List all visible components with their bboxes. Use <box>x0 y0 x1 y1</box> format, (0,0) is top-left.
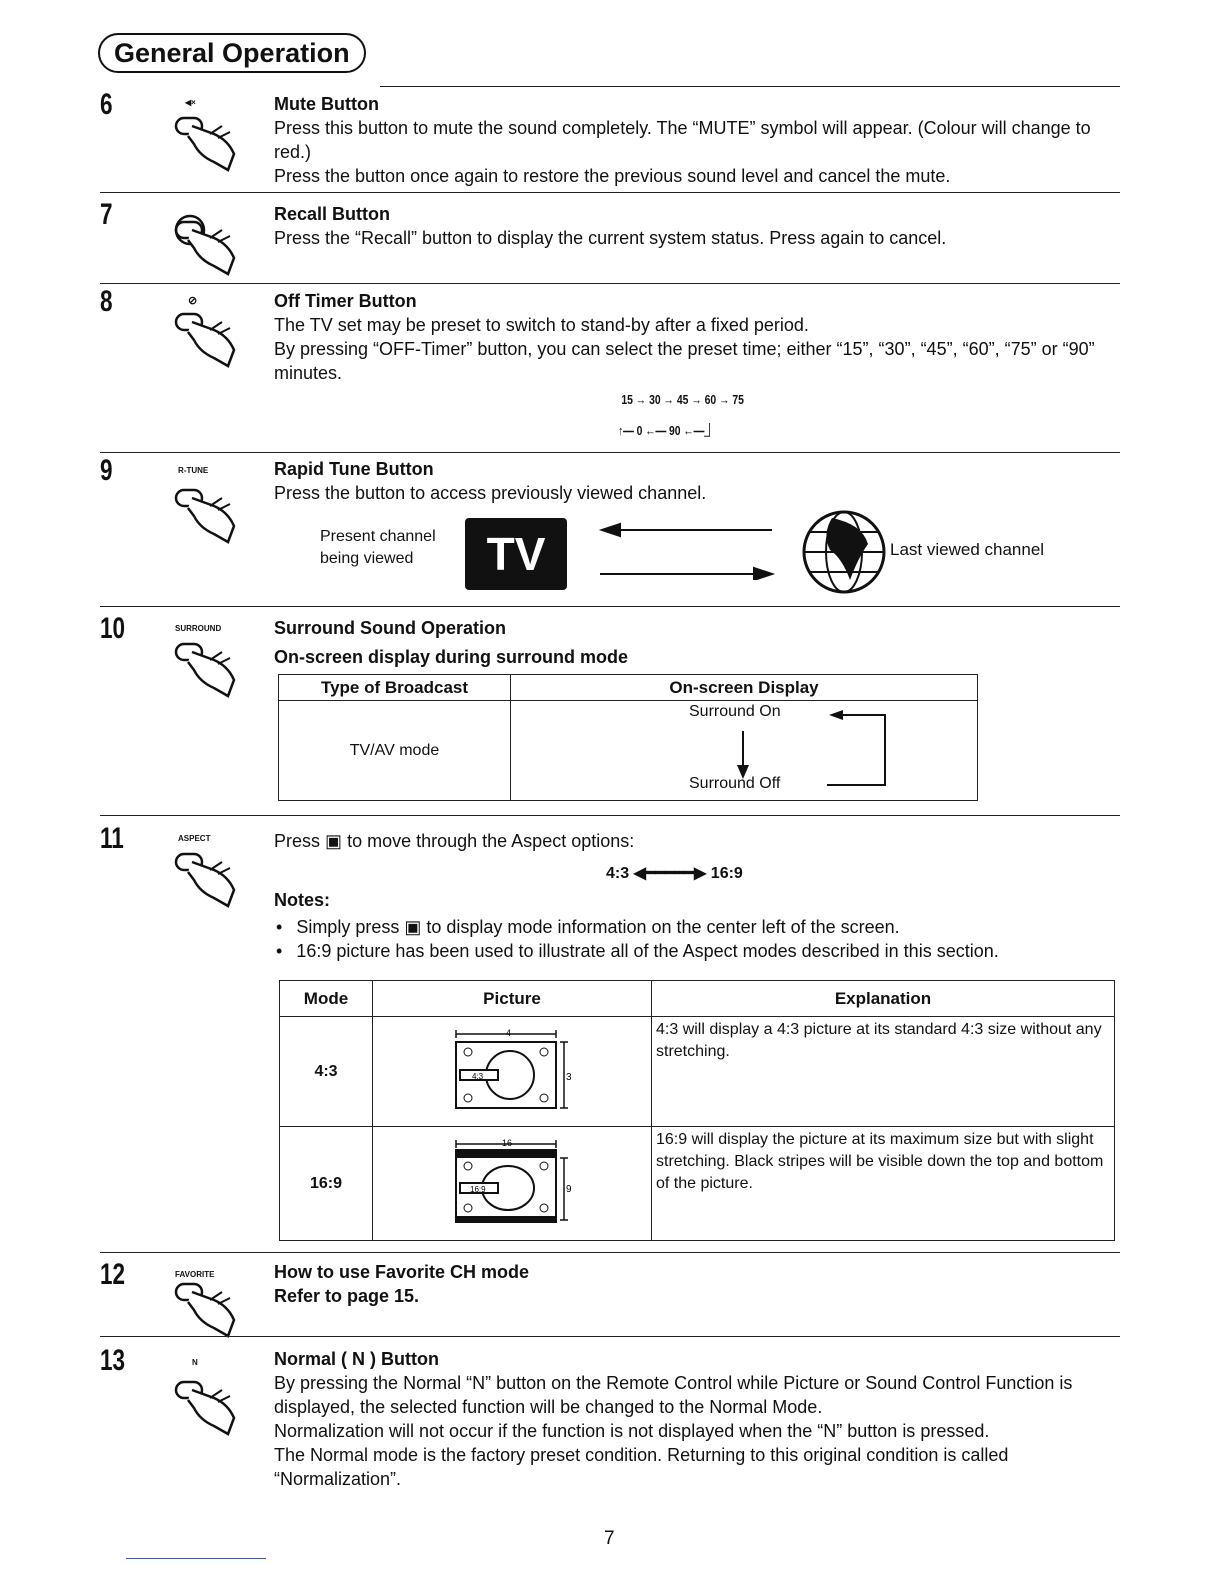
body-text: Press the button to access previously viewed channel. <box>274 483 707 503</box>
body-text: Normalization will not occur if the function is not displayed when the “N” button is pressed. <box>274 1421 990 1441</box>
normal-label: N <box>192 1358 198 1367</box>
surround-table <box>278 674 978 801</box>
explanation-cell: 16:9 will display the picture at its maximum size but with slight stretching. Black stripes will be visible down the top and bottom of the picture. <box>652 1127 1115 1241</box>
aspect-button-icon: ▣ <box>325 831 343 851</box>
notes-title: Notes: <box>274 890 331 910</box>
notes <box>274 888 1114 963</box>
recall-section <box>274 202 1114 250</box>
body-text: Press the “Recall” button to display the current system status. Press again to cancel. <box>274 228 947 248</box>
divider <box>100 1336 1120 1337</box>
section-number: 11 <box>100 822 124 855</box>
rapid-tune-section <box>274 457 1114 505</box>
svg-text:9: 9 <box>566 1184 572 1195</box>
favorite-section <box>274 1260 1114 1308</box>
body-text: Press the button once again to restore the previous sound level and cancel the mute. <box>274 166 951 186</box>
footer-line <box>126 1558 266 1559</box>
timer-cycle-top: 15 → 30 → 45 → 60 → 75 <box>621 392 744 407</box>
hand-press-icon <box>170 630 246 700</box>
recall-hand-icon <box>170 208 246 278</box>
surround-off: Surround Off <box>689 775 781 792</box>
page-number: 7 <box>604 1528 615 1549</box>
section-number: 9 <box>100 454 113 487</box>
note-item: • Simply press ▣ to display mode information on the center left of the screen. <box>274 915 1114 939</box>
divider <box>100 192 1120 193</box>
section-title: Surround Sound Operation <box>274 618 506 638</box>
section-number: 6 <box>100 88 113 121</box>
cycle-arrows <box>731 709 891 793</box>
column-header: Mode <box>280 981 373 1017</box>
onscreen-display-cell <box>511 701 978 801</box>
divider <box>100 1252 1120 1253</box>
surround-label: SURROUND <box>175 624 222 633</box>
body-text: By pressing the Normal “N” button on the Remote Control while Picture or Sound Control Function is displayed, the selected function will be changed to the Normal Mode. <box>274 1373 1073 1417</box>
mode-cell: 16:9 <box>280 1127 373 1241</box>
column-header: Explanation <box>652 981 1115 1017</box>
column-header: Picture <box>373 981 652 1017</box>
timer-icon: ⊘ <box>188 295 198 307</box>
svg-text:16: 16 <box>502 1138 513 1148</box>
body-text: The Normal mode is the factory preset condition. Returning to this original condition is called “Normalization”. <box>274 1445 1009 1489</box>
column-header: On-screen Display <box>511 675 978 701</box>
table-row <box>280 1017 1115 1127</box>
normal-section <box>274 1347 1119 1491</box>
column-header: Type of Broadcast <box>279 675 511 701</box>
divider <box>100 815 1120 816</box>
note-item: • 16:9 picture has been used to illustrate all of the Aspect modes described in this section. <box>274 939 1114 963</box>
timer-cycle-bottom: ↑⎯⎯ 0 ←⎯⎯ 90 ←⎯⎯⏌ <box>618 423 715 438</box>
explanation-cell: 4:3 will display a 4:3 picture at its standard 4:3 size without any stretching. <box>652 1017 1115 1127</box>
divider <box>380 86 1120 87</box>
broadcast-type: TV/AV mode <box>279 701 511 801</box>
off-timer-section <box>274 289 1114 385</box>
section-title: Off Timer Button <box>274 291 417 311</box>
mute-section <box>274 92 1114 188</box>
hand-press-icon <box>170 1368 246 1438</box>
aspect-cycle: 4:3 ◀━━━━━▶ 16:9 <box>606 865 743 882</box>
tv-icon: TV <box>465 518 567 590</box>
globe-icon <box>802 510 886 594</box>
hand-press-icon <box>170 476 246 546</box>
hand-press-icon <box>170 300 246 370</box>
body-text: Refer to page 15. <box>274 1286 420 1306</box>
favorite-label: FAVORITE <box>175 1270 215 1279</box>
aspect-16-9-diagram <box>452 1138 572 1224</box>
section-number: 7 <box>100 198 113 231</box>
section-number: 12 <box>100 1258 126 1291</box>
divider <box>100 452 1120 453</box>
svg-text:3: 3 <box>566 1072 572 1083</box>
page-title: General Operation <box>98 33 366 73</box>
section-number: 8 <box>100 285 113 318</box>
body-text: Press <box>274 831 321 851</box>
surround-section <box>274 614 1114 672</box>
body-text: By pressing “OFF-Timer” button, you can select the preset time; either “15”, “30”, “45”, “60”, “75” or “90” minutes. <box>274 339 1095 383</box>
hand-press-icon <box>170 1270 246 1340</box>
section-number: 10 <box>100 612 126 645</box>
hand-press-icon <box>170 840 246 910</box>
picture-cell <box>373 1017 652 1127</box>
table-row <box>280 1127 1115 1241</box>
picture-cell <box>373 1127 652 1241</box>
surround-on: Surround On <box>689 703 781 720</box>
mute-icon: ◀× <box>185 98 196 107</box>
swap-arrows <box>596 520 776 580</box>
present-channel-label: Present channel being viewed <box>320 528 436 567</box>
hand-press-icon <box>170 104 246 174</box>
aspect-table <box>279 980 1115 1241</box>
section-title: How to use Favorite CH mode <box>274 1262 530 1282</box>
divider <box>100 283 1120 284</box>
section-title: Mute Button <box>274 94 379 114</box>
body-text: The TV set may be preset to switch to stand-by after a fixed period. <box>274 315 809 335</box>
section-title: Rapid Tune Button <box>274 459 434 479</box>
rapid-tune-label: R-TUNE <box>178 466 209 475</box>
svg-text:4: 4 <box>506 1028 512 1038</box>
section-subtitle: On-screen display during surround mode <box>274 647 629 667</box>
mode-cell: 4:3 <box>280 1017 373 1127</box>
divider <box>100 606 1120 607</box>
aspect-section <box>274 829 1114 853</box>
section-number: 13 <box>100 1344 126 1377</box>
body-text: Press this button to mute the sound completely. The “MUTE” symbol will appear. (Colour will change to red.) <box>274 118 1091 162</box>
section-title: Normal ( N ) Button <box>274 1349 439 1369</box>
aspect-label: ASPECT <box>178 834 211 843</box>
last-channel-label: Last viewed channel <box>890 540 1045 559</box>
aspect-button-icon: ▣ <box>404 917 422 937</box>
svg-text:16:9: 16:9 <box>470 1185 486 1194</box>
section-title: Recall Button <box>274 204 391 224</box>
aspect-4-3-diagram <box>452 1026 572 1112</box>
svg-text:4:3: 4:3 <box>472 1072 484 1081</box>
body-text: to move through the Aspect options: <box>347 831 635 851</box>
